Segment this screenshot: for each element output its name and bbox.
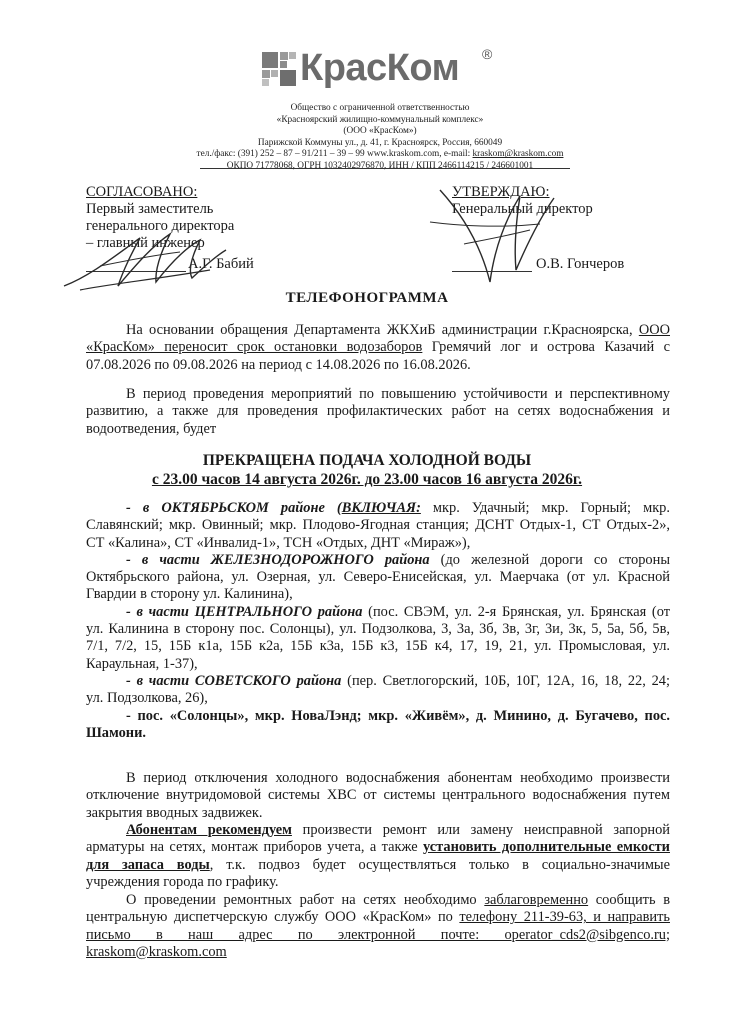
headline-dates: с 23.00 часов 14 августа 2026г. до 23.00 часов 16 августа 2026г. bbox=[151, 471, 583, 488]
approved-signature-line bbox=[452, 271, 532, 272]
affected-areas-list bbox=[86, 500, 670, 742]
area-line: Славянский; мкр. Овинный; мкр. Плодово-Ягодная станция; ДСНТ Отдых-1, СТ Отдых-2», bbox=[86, 517, 670, 534]
phone-fax-text: тел./факс: (391) 252 – 87 – 91/211 – 39 – 99 www.kraskom.com, e-mail: bbox=[196, 149, 473, 160]
company-logo bbox=[260, 48, 500, 92]
company-short-name: (ООО «КрасКом») bbox=[343, 126, 417, 137]
area-line: - пос. «Солонцы», мкр. НоваЛэнд; мкр. «Живём», д. Минино, д. Бугачево, пос. bbox=[126, 707, 670, 724]
paragraph-basis bbox=[86, 322, 670, 374]
shutoff-headline bbox=[0, 451, 734, 489]
letterhead-divider bbox=[200, 168, 570, 169]
text-line: центральную диспетчерскую службу ООО «КрасКом» по телефону 211-39-63, и направить bbox=[86, 909, 670, 926]
agreed-signer-name: А.Г. Бабий bbox=[188, 256, 254, 272]
area-line: СТ «Калина», СТ «Инвалид-1», ТСН «Отдых, ДНТ «Мираж»), bbox=[86, 534, 471, 551]
area-line: ул. Подзолкова, 26), bbox=[86, 690, 208, 707]
company-legal-form: Общество с ограниченной ответственностью bbox=[290, 103, 470, 113]
text-line: Абонентам рекомендуем произвести ремонт или замену неисправной запорной bbox=[126, 822, 670, 838]
text-line: отключение внутридомовой системы ХВС от системы центрального водоснабжения путем bbox=[86, 787, 670, 804]
approval-agreed-block bbox=[86, 184, 346, 252]
area-line: - в части ЖЕЛЕЗНОДОРОЖНОГО района (до железной дороги со стороны bbox=[126, 551, 670, 568]
company-address: Парижской Коммуны ул., д. 41, г. Красноярск, Россия, 660049 bbox=[257, 137, 503, 148]
logo-text: КрасКом bbox=[300, 47, 460, 89]
letterhead-details bbox=[160, 103, 600, 173]
paragraph-recommendation bbox=[86, 822, 670, 891]
text-line: На основании обращения Департамента ЖКХиБ администрации г.Красноярска, ООО bbox=[126, 322, 670, 338]
text-line-email[interactable]: письмо в наш адрес по электронной почте: operator_cds2@sibgenco.ru; bbox=[86, 926, 670, 943]
registered-mark: ® bbox=[482, 46, 493, 62]
agreed-position-line: Первый заместитель bbox=[86, 201, 214, 217]
company-email-link[interactable]: kraskom@kraskom.com bbox=[472, 149, 564, 160]
text-line: «КрасКом» переносит срок остановки водозаборов Гремячий лог и острова Казачий с bbox=[86, 339, 670, 356]
email-link[interactable]: kraskom@kraskom.com bbox=[86, 943, 227, 960]
area-line: Караульная, 1-37), bbox=[86, 655, 198, 672]
headline-line: ПРЕКРАЩЕНА ПОДАЧА ХОЛОДНОЙ ВОДЫ bbox=[202, 452, 532, 469]
area-line: - в части ЦЕНТРАЛЬНОГО района (пос. СВЭМ, ул. 2-я Брянская, ул. Брянская (от bbox=[126, 603, 670, 620]
area-line: Октябрьского района, ул. Озерная, ул. Северо-Енисейская, ул. Маерчака (от ул. Красной bbox=[86, 569, 670, 586]
text-line: арматуры на сетях, монтаж приборов учета, а также установить дополнительные емкости bbox=[86, 839, 670, 856]
area-line: Шамони. bbox=[86, 724, 146, 741]
area-line: Гвардии в сторону ул. Калинина), bbox=[86, 586, 293, 603]
paragraph-period bbox=[86, 386, 670, 438]
text-line: закрытия вводных задвижек. bbox=[86, 804, 263, 821]
company-registration-codes: ОКПО 71778068, ОГРН 1032402976870, ИНН / КПП 2466114215 / 246601001 bbox=[226, 160, 534, 171]
area-line: - в части СОВЕТСКОГО района (пер. Светлогорский, 10Б, 10Г, 12А, 16, 18, 22, 24; bbox=[126, 672, 670, 689]
paragraph-shutoff-instructions bbox=[86, 770, 670, 822]
text-line: водоотведения, будет bbox=[86, 420, 217, 437]
area-line: ул. Калинина в сторону пос. Солонцы), ул. Подзолкова, 3, 3а, 3б, 3в, 3г, 3и, 3к, 5, 5а, 5б, 5в, bbox=[86, 621, 670, 638]
company-full-name: «Красноярский жилищно-коммунальный комплекс» bbox=[276, 114, 484, 125]
document-title: ТЕЛЕФОНОГРАММА bbox=[285, 290, 449, 306]
text-line: развитию, а также для проведения профилактических работ на сетях водоснабжения и bbox=[86, 403, 670, 420]
company-contacts bbox=[160, 149, 600, 161]
text-line: учреждения города по графику. bbox=[86, 873, 279, 890]
text-line: для запаса воды, т.к. подвоз будет осуществляться только в социально-значимые bbox=[86, 856, 670, 873]
approved-heading: УТВЕРЖДАЮ: bbox=[452, 184, 550, 200]
agreed-heading: СОГЛАСОВАНО: bbox=[86, 184, 198, 200]
logo-mark-icon bbox=[260, 50, 298, 88]
agreed-position-line: генерального директора bbox=[86, 218, 235, 234]
text-line: 07.08.2026 по 09.08.2026 на период с 14.08.2026 по 16.08.2026. bbox=[86, 356, 471, 373]
approved-signer-name: О.В. Гончеров bbox=[536, 256, 625, 272]
text-line: В период проведения мероприятий по повышению устойчивости и перспективному bbox=[126, 386, 670, 402]
area-line: - в ОКТЯБРЬСКОМ районе (ВКЛЮЧАЯ: мкр. Удачный; мкр. Горный; мкр. bbox=[126, 500, 670, 516]
agreed-position-line: – главный инженер bbox=[86, 235, 205, 251]
approval-approved-block bbox=[452, 184, 692, 218]
text-line: В период отключения холодного водоснабжения абонентам необходимо произвести bbox=[126, 770, 670, 786]
paragraph-notify bbox=[86, 892, 670, 961]
approved-position-line: Генеральный директор bbox=[452, 201, 593, 217]
text-line: О проведении ремонтных работ на сетях необходимо заблаговременно сообщить в bbox=[126, 892, 670, 908]
agreed-signature-line bbox=[86, 271, 186, 272]
area-line: 7/1, 7/2, 15, 15Б к1а, 15Б к2а, 15Б к3а, 15Б к3, 15Б к4, 17, 19, 21, ул. Промысловая, ул. bbox=[86, 638, 670, 655]
